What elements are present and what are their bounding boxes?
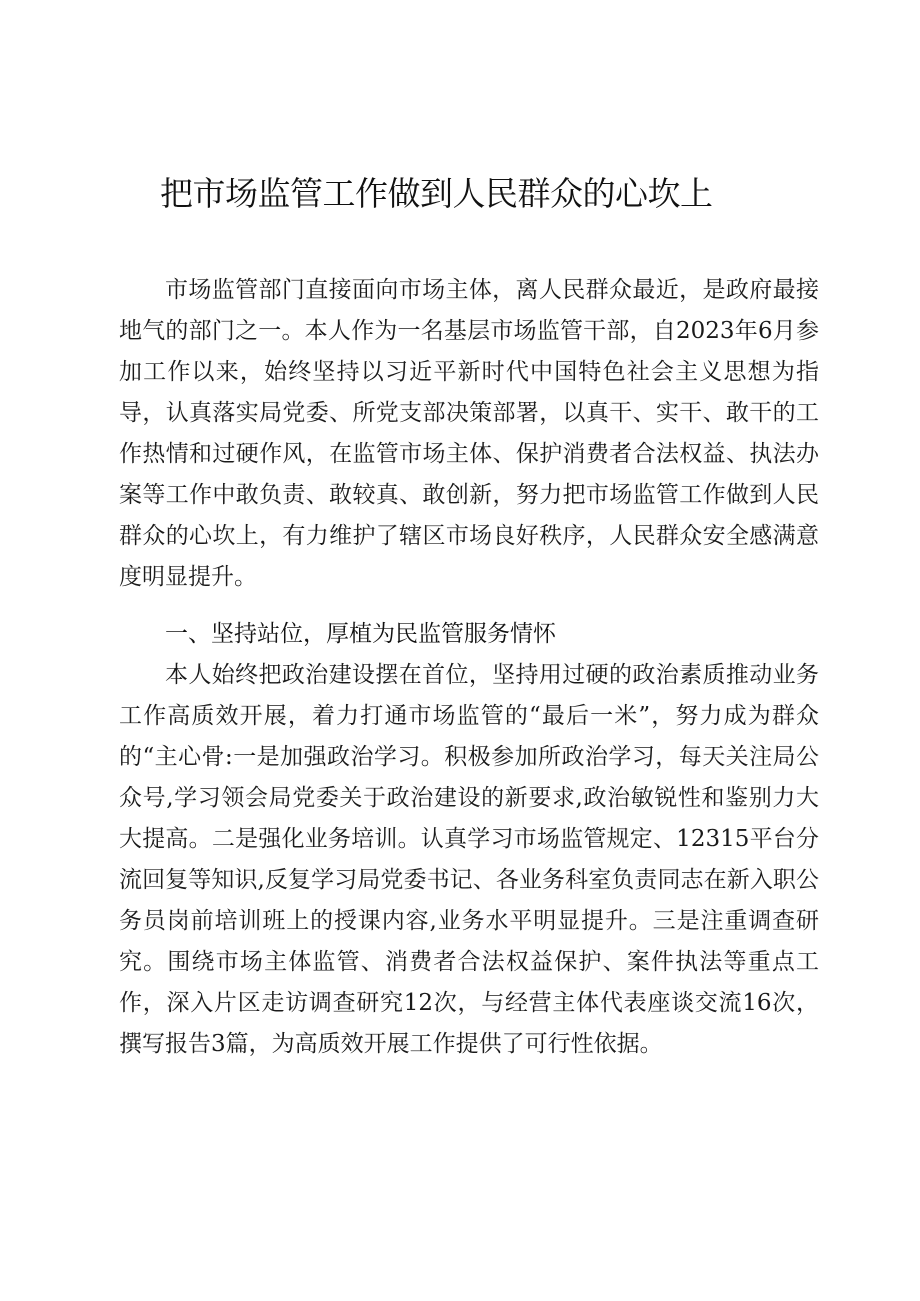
section-heading-1: 一、坚持站位，厚植为民监管服务情怀 [165, 621, 556, 647]
intro-paragraph: 市场监管部门直接面向市场主体，离人民群众最近，是政府最接地气的部门之一。本人作为一名基层市场监管干部，自2023年6月参加工作以来，始终坚持以习近平新时代中国特色社会主义思想为指导，认真落实局党委、所党支部决策部署，以真干、实干、敢干的工作热情和过硬作风，在监管市场主体、保护消费者合法权益、执法办案等工作中敢负责、敢较真、敢创新，努力把市场监管工作做到人民群众的心坎上，有力维护了辖区市场良好秩序，人民群众安全感满意度明显提升。 [119, 277, 819, 590]
section-1-paragraph: 本人始终把政治建设摆在首位，坚持用过硬的政治素质推动业务工作高质效开展，着力打通市场监管的“最后一米”，努力成为群众的“主心骨:一是加强政治学习。积极参加所政治学习，每天关注局公众号,学习领会局党委关于政治建设的新要求,政治敏锐性和鉴别力大大提高。二是强化业务培训。认真学习市场监管规定、12315平台分流回复等知识,反复学习局党委书记、各业务科室负责同志在新入职公务员岗前培训班上的授课内容,业务水平明显提升。三是注重调查研究。围绕市场主体监管、消费者合法权益保护、案件执法等重点工作，深入片区走访调查研究12次，与经营主体代表座谈交流16次，撰写报告3篇，为高质效开展工作提供了可行性依据。 [119, 662, 819, 1057]
document-title: 把市场监管工作做到人民群众的心坎上 [160, 174, 713, 213]
